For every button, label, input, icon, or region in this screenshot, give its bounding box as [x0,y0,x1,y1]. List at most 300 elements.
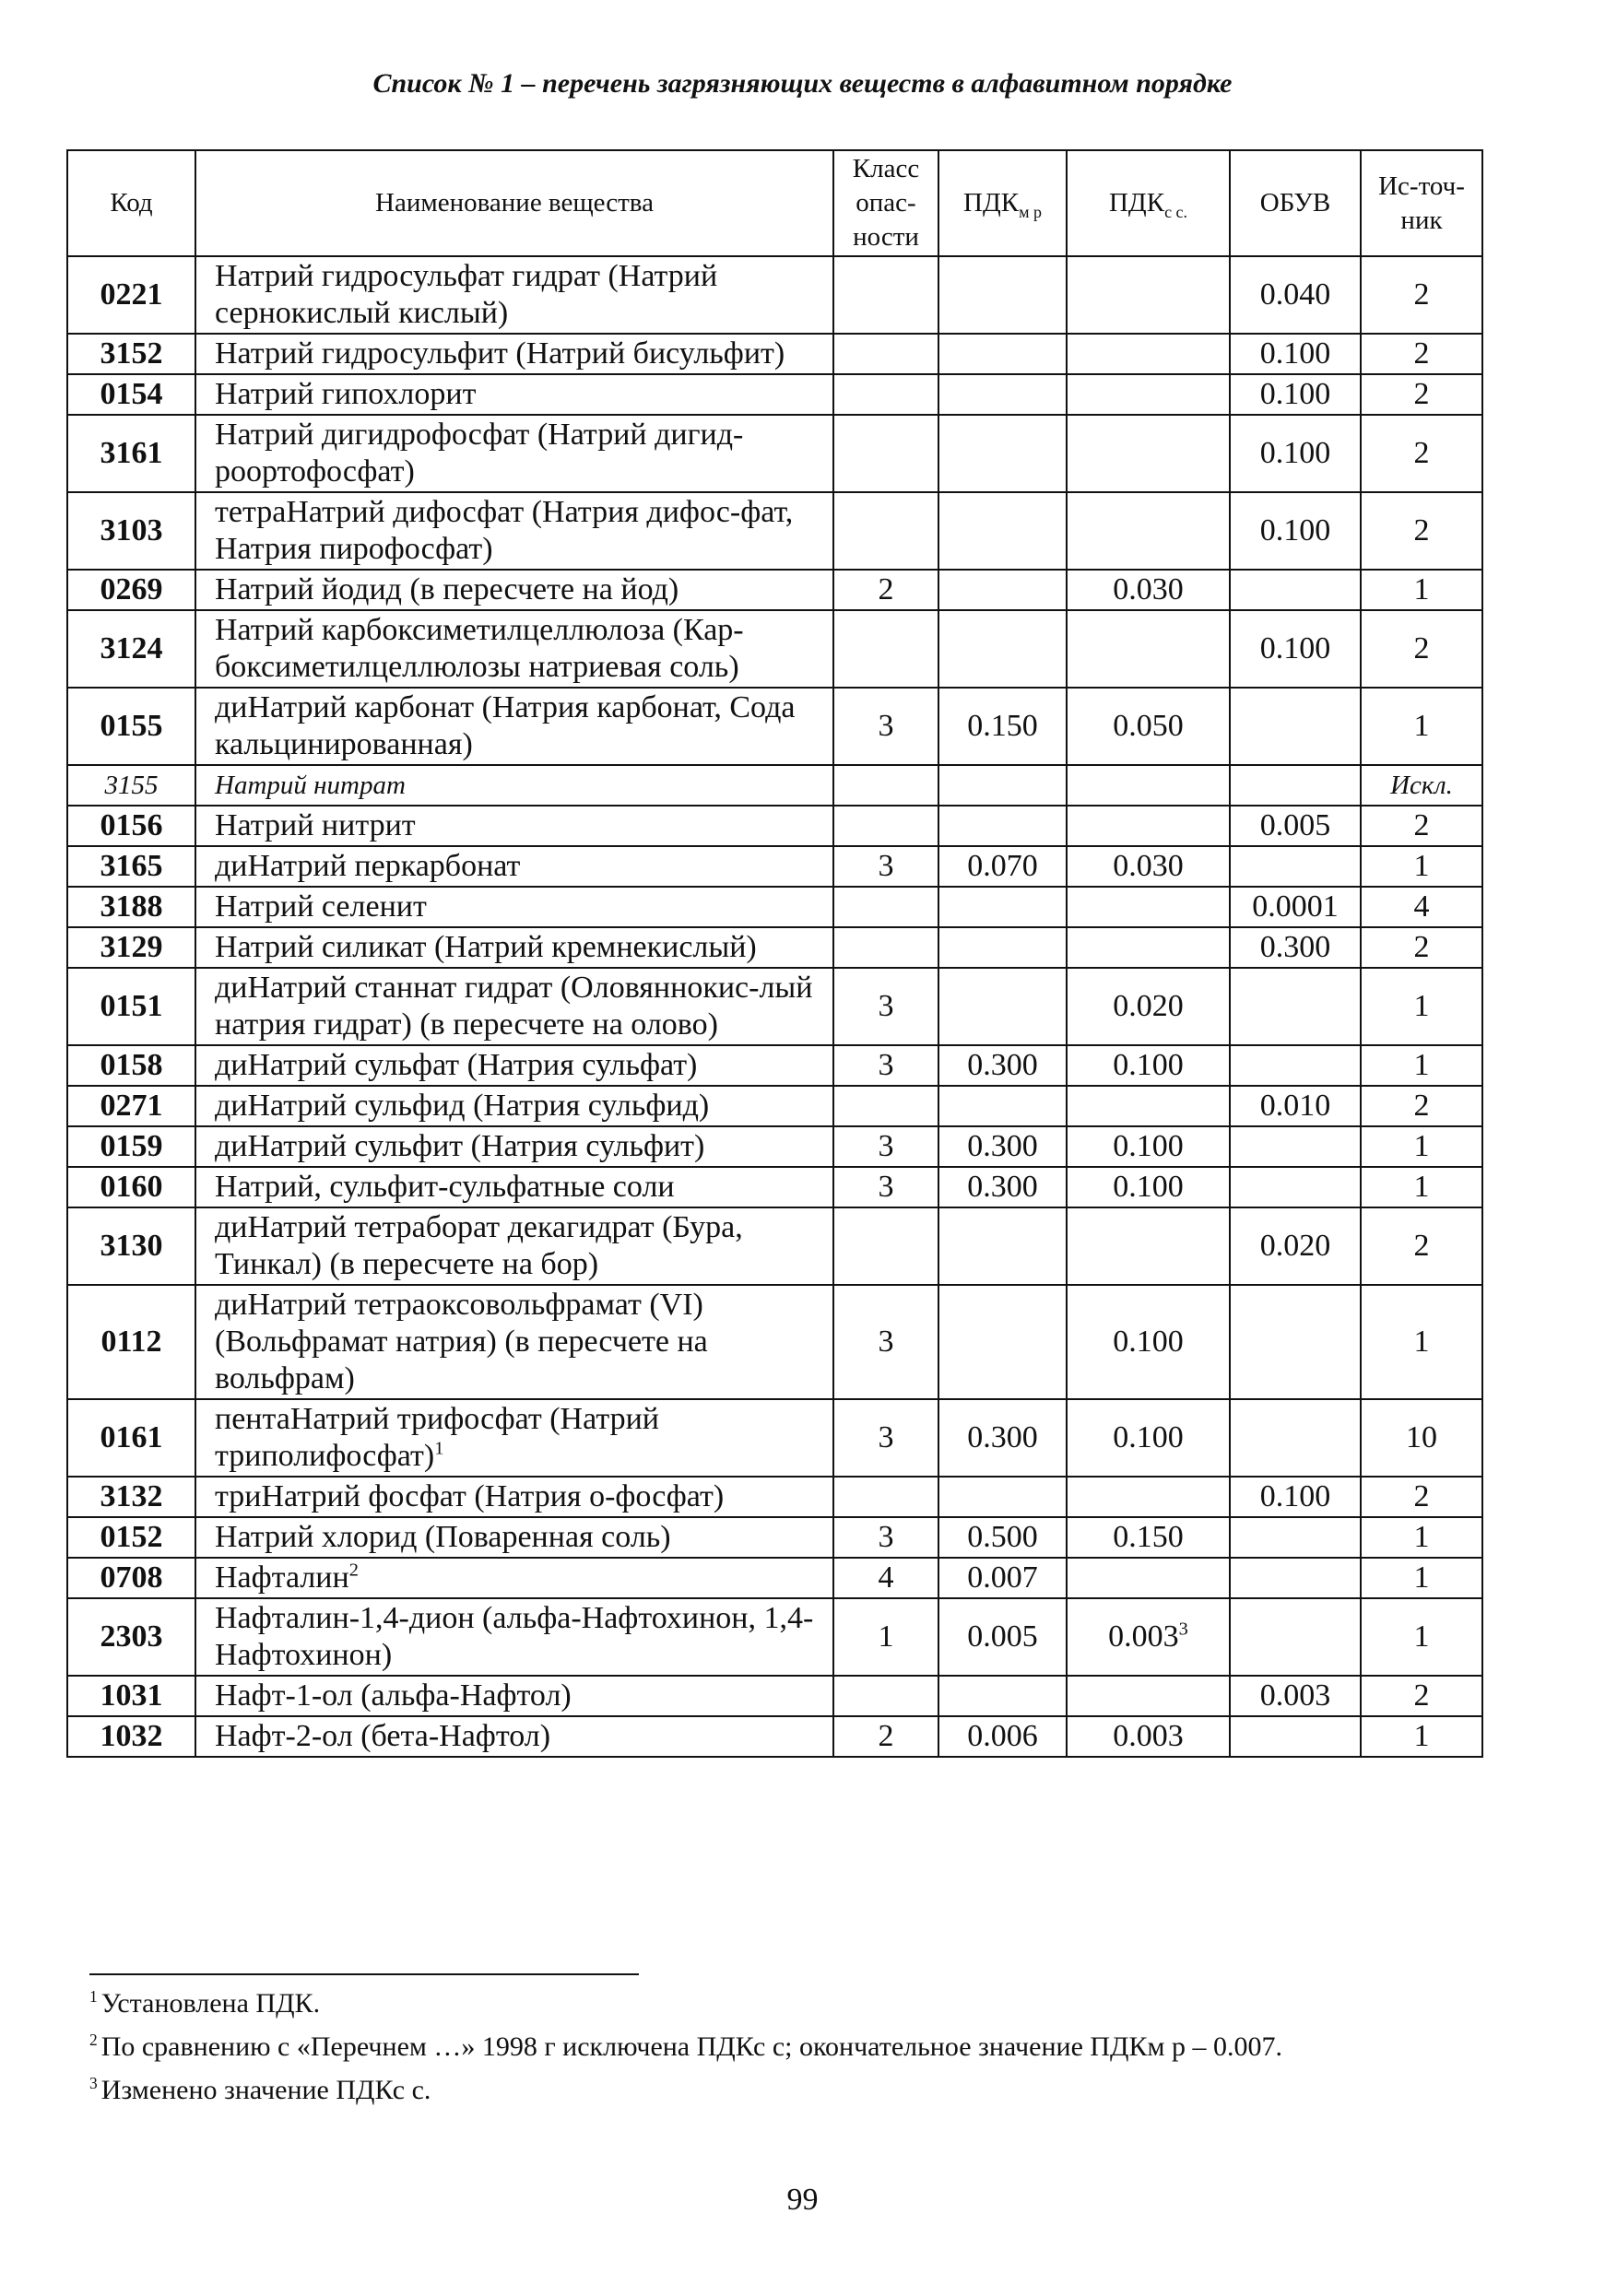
cell-name [195,374,833,415]
cell-hazard-class [833,1399,938,1477]
cell-pdk-mr-text: 0.070 [967,849,1038,883]
cell-pdk-mr [938,374,1067,415]
cell-obuv [1230,806,1361,846]
cell-code [67,1045,195,1086]
cell-pdk-ss [1067,256,1230,334]
cell-name [195,1126,833,1167]
header-pdk-ss [1067,150,1230,256]
cell-hazard-class [833,1716,938,1757]
cell-source [1361,1676,1482,1716]
cell-pdk-mr [938,806,1067,846]
cell-pdk-mr [938,1207,1067,1285]
cell-hazard-class [833,1167,938,1207]
cell-name [195,1399,833,1477]
cell-pdk-ss [1067,1207,1230,1285]
table-row [67,492,1482,570]
cell-name [195,1598,833,1676]
cell-source [1361,1477,1482,1517]
cell-code [67,1126,195,1167]
cell-obuv [1230,927,1361,968]
cell-pdk-ss-text: 0.003 [1113,1719,1184,1753]
cell-code [67,1167,195,1207]
cell-pdk-mr [938,1477,1067,1517]
cell-pdk-ss [1067,1167,1230,1207]
footnote-mark: 1 [89,1987,98,2006]
cell-code [67,374,195,415]
cell-obuv [1230,1045,1361,1086]
table-row [67,1676,1482,1716]
cell-obuv [1230,1477,1361,1517]
cell-source-text: 1 [1413,849,1430,883]
cell-hazard-class [833,610,938,688]
cell-hazard-class [833,887,938,927]
cell-source-text: 1 [1413,572,1430,606]
header-pdk-ss-sub: с с. [1164,202,1187,221]
cell-hazard-class [833,927,938,968]
cell-pdk-ss-text: 0.020 [1113,989,1184,1023]
cell-name-text: Натрий хлорид (Поваренная соль) [215,1520,671,1554]
cell-pdk-ss [1067,968,1230,1045]
table-row [67,1399,1482,1477]
cell-source-text: 1 [1413,1719,1430,1753]
cell-source-text: 2 [1413,1089,1430,1123]
cell-hazard-class [833,806,938,846]
cell-source-text: 2 [1413,631,1430,665]
cell-hazard-class [833,1285,938,1399]
cell-hazard-class-text: 3 [878,1325,894,1359]
cell-code [67,1598,195,1676]
cell-obuv [1230,765,1361,806]
cell-source [1361,846,1482,887]
cell-code-text: 0112 [100,1325,162,1359]
cell-pdk-mr [938,256,1067,334]
cell-pdk-ss-text: 0.003 [1108,1619,1179,1654]
cell-code-text: 3165 [100,849,163,883]
cell-source [1361,1399,1482,1477]
cell-source [1361,415,1482,492]
cell-pdk-mr [938,1558,1067,1598]
cell-hazard-class [833,1598,938,1676]
cell-source-text: 2 [1413,336,1430,371]
cell-name [195,846,833,887]
cell-pdk-mr-text: 0.150 [967,709,1038,743]
cell-hazard-class-text: 3 [878,709,894,743]
cell-pdk-ss [1067,1086,1230,1126]
cell-source-text: 2 [1413,513,1430,548]
cell-hazard-class-text: 3 [878,1420,894,1454]
cell-source [1361,492,1482,570]
cell-pdk-mr-text: 0.300 [967,1170,1038,1204]
cell-pdk-ss [1067,570,1230,610]
cell-source [1361,765,1482,806]
cell-name [195,1558,833,1598]
table-row [67,610,1482,688]
cell-obuv [1230,415,1361,492]
cell-obuv-text: 0.100 [1259,631,1331,665]
cell-pdk-mr [938,570,1067,610]
cell-pdk-ss [1067,927,1230,968]
table-row [67,334,1482,374]
cell-hazard-class-text: 3 [878,1520,894,1554]
cell-name-text: Натрий гипохлорит [215,377,477,411]
cell-pdk-mr [938,415,1067,492]
cell-code [67,927,195,968]
cell-name [195,610,833,688]
cell-pdk-ss-text: 0.100 [1113,1420,1184,1454]
cell-source-text: 2 [1413,808,1430,842]
cell-hazard-class [833,1045,938,1086]
cell-name-text: тетраНатрий дифосфат (Натрия дифос-фат, Натрия пирофосфат) [215,495,794,566]
cell-name-text: диНатрий сульфат (Натрия сульфат) [215,1048,698,1082]
cell-source-text: 1 [1413,1129,1430,1163]
table-row [67,1086,1482,1126]
cell-name-text: диНатрий тетраоксовольфрамат (VI) (Вольфрамат натрия) (в пересчете на вольфрам) [215,1288,708,1395]
cell-pdk-ss-text: 0.100 [1113,1129,1184,1163]
cell-obuv-text: 0.005 [1259,808,1331,842]
cell-hazard-class [833,256,938,334]
cell-pdk-ss [1067,415,1230,492]
cell-pdk-ss [1067,1517,1230,1558]
header-name: Наименование вещества [195,150,833,256]
header-hazard-class: Класс опас-ности [833,150,938,256]
cell-code-text: 3152 [100,336,163,371]
cell-obuv [1230,846,1361,887]
cell-hazard-class-text: 3 [878,989,894,1023]
cell-code-text: 0159 [100,1129,163,1163]
cell-source-text: 1 [1413,989,1430,1023]
cell-code-text: 3124 [100,631,163,665]
cell-source [1361,688,1482,765]
cell-name [195,806,833,846]
cell-pdk-ss [1067,1598,1230,1676]
cell-obuv [1230,688,1361,765]
cell-source-text: 1 [1413,1048,1430,1082]
cell-source-text: 2 [1413,930,1430,964]
cell-code [67,1477,195,1517]
footnote-ref: 2 [348,1560,359,1581]
footnote-text: Изменено значение ПДКс с. [100,2075,431,2105]
cell-source [1361,887,1482,927]
cell-name [195,1086,833,1126]
cell-source-text: 10 [1406,1420,1437,1454]
cell-pdk-ss [1067,1558,1230,1598]
header-pdk-ss-base: ПДК [1108,188,1165,218]
cell-source [1361,334,1482,374]
cell-pdk-ss-text: 0.100 [1113,1170,1184,1204]
cell-obuv [1230,887,1361,927]
cell-source-text: 2 [1413,1479,1430,1513]
cell-source [1361,570,1482,610]
cell-code [67,415,195,492]
cell-source [1361,1045,1482,1086]
cell-pdk-ss-text: 0.030 [1113,849,1184,883]
cell-name [195,334,833,374]
cell-obuv [1230,1676,1361,1716]
table-header-row [67,150,1482,256]
cell-obuv [1230,1716,1361,1757]
cell-code-text: 0271 [100,1089,163,1123]
cell-name [195,492,833,570]
cell-name-text: Натрий селенит [215,889,427,924]
cell-hazard-class-text: 3 [878,1048,894,1082]
cell-pdk-ss [1067,1285,1230,1399]
cell-source [1361,610,1482,688]
cell-obuv [1230,1167,1361,1207]
cell-source-text: 1 [1413,1170,1430,1204]
page-number: 99 [786,2183,819,2217]
cell-name-text: диНатрий тетраборат декагидрат (Бура, Тинкал) (в пересчете на бор) [215,1210,743,1281]
table-row [67,1477,1482,1517]
table-row [67,415,1482,492]
cell-code [67,570,195,610]
footnote-mark: 3 [89,2074,98,2092]
cell-pdk-ss [1067,334,1230,374]
cell-obuv-text: 0.040 [1259,277,1331,312]
cell-obuv [1230,1126,1361,1167]
cell-name-text: диНатрий станнат гидрат (Оловяннокис-лый натрия гидрат) (в пересчете на олово) [215,971,813,1042]
cell-source [1361,806,1482,846]
cell-pdk-mr [938,1716,1067,1757]
cell-hazard-class-text: 2 [878,572,894,606]
cell-name [195,1676,833,1716]
header-source: Ис-точ-ник [1361,150,1482,256]
cell-pdk-mr [938,1676,1067,1716]
cell-hazard-class [833,688,938,765]
cell-code [67,492,195,570]
cell-name [195,1285,833,1399]
table-row [67,1558,1482,1598]
table-row [67,968,1482,1045]
cell-code-text: 3129 [100,930,163,964]
footnote-divider [89,1973,639,1975]
table-body [67,256,1482,1757]
cell-pdk-mr-text: 0.005 [967,1619,1038,1654]
cell-code [67,1716,195,1757]
cell-pdk-mr-text: 0.300 [967,1048,1038,1082]
footnote-text: Установлена ПДК. [100,1988,321,2019]
cell-name-text: Натрий гидросульфат гидрат (Натрий сернокислый кислый) [215,259,718,330]
cell-pdk-mr [938,688,1067,765]
cell-code-text: 0160 [100,1170,163,1204]
cell-source-text: 2 [1413,277,1430,312]
header-code: Код [67,150,195,256]
cell-name [195,1207,833,1285]
footnotes [89,1982,1472,2112]
cell-obuv-text: 0.0001 [1252,889,1339,924]
cell-pdk-mr [938,492,1067,570]
cell-code-text: 3103 [100,513,163,548]
footnote [89,2025,1472,2068]
cell-hazard-class [833,1126,938,1167]
cell-code [67,1285,195,1399]
cell-name [195,415,833,492]
cell-pdk-mr-text: 0.006 [967,1719,1038,1753]
cell-pdk-ss [1067,887,1230,927]
cell-code [67,1207,195,1285]
table-row [67,1716,1482,1757]
cell-hazard-class [833,334,938,374]
page-title: Список № 1 – перечень загрязняющих веществ в алфавитном порядке [372,68,1233,99]
cell-source [1361,968,1482,1045]
cell-name [195,887,833,927]
table-row [67,1045,1482,1086]
footnote [89,2068,1472,2112]
cell-obuv [1230,1207,1361,1285]
cell-obuv [1230,1517,1361,1558]
cell-name [195,688,833,765]
cell-obuv-text: 0.300 [1259,930,1331,964]
cell-hazard-class [833,492,938,570]
cell-obuv-text: 0.020 [1259,1229,1331,1263]
cell-code-text: 0155 [100,709,163,743]
header-obuv: ОБУВ [1230,150,1361,256]
cell-code-text: 2303 [100,1619,163,1654]
cell-code-text: 1032 [100,1719,163,1753]
cell-code [67,256,195,334]
cell-source [1361,256,1482,334]
cell-code [67,1676,195,1716]
table-row [67,927,1482,968]
table-row [67,688,1482,765]
cell-obuv-text: 0.100 [1259,513,1331,548]
cell-code-text: 0708 [100,1560,163,1595]
cell-name-text: Натрий силикат (Натрий кремнекислый) [215,930,757,964]
cell-name-text: пентаНатрий трифосфат (Натрий триполифосфат) [215,1402,659,1473]
cell-name [195,1716,833,1757]
cell-hazard-class [833,1477,938,1517]
cell-obuv [1230,374,1361,415]
cell-name-text: Натрий нитрат [215,771,406,800]
cell-name-text: диНатрий перкарбонат [215,849,521,883]
cell-source [1361,1285,1482,1399]
cell-name-text: Натрий карбоксиметилцеллюлоза (Кар-боксиметилцеллюлозы натриевая соль) [215,613,744,684]
cell-name [195,765,833,806]
cell-code-text: 1031 [100,1678,163,1713]
cell-code-text: 0154 [100,377,163,411]
cell-pdk-mr [938,927,1067,968]
table-row [67,374,1482,415]
cell-code [67,887,195,927]
cell-code-text: 0221 [100,277,163,312]
cell-pdk-ss [1067,610,1230,688]
cell-hazard-class-text: 1 [878,1619,894,1654]
table-row [67,570,1482,610]
cell-obuv-text: 0.100 [1259,377,1331,411]
table-row [67,1285,1482,1399]
cell-code [67,1517,195,1558]
cell-obuv [1230,334,1361,374]
cell-obuv [1230,1285,1361,1399]
cell-source [1361,1126,1482,1167]
cell-pdk-ss [1067,1045,1230,1086]
cell-pdk-mr [938,1598,1067,1676]
cell-obuv [1230,1598,1361,1676]
footnote-mark: 2 [89,2031,98,2049]
cell-source-text: 1 [1413,1619,1430,1654]
cell-code-text: 0151 [100,989,163,1023]
header-pdk-mr-sub: м р [1019,202,1042,221]
cell-name [195,256,833,334]
cell-source-text: 1 [1413,1560,1430,1595]
cell-hazard-class-text: 3 [878,1129,894,1163]
cell-code [67,1558,195,1598]
cell-pdk-ss [1067,1399,1230,1477]
cell-obuv [1230,1558,1361,1598]
cell-source-text: 4 [1413,889,1430,924]
cell-hazard-class [833,846,938,887]
cell-code-text: 3161 [100,436,163,470]
table-row [67,806,1482,846]
cell-name-text: диНатрий сульфит (Натрия сульфит) [215,1129,705,1163]
cell-pdk-mr [938,765,1067,806]
cell-pdk-ss [1067,1126,1230,1167]
cell-name-text: Нафталин-1,4-дион (альфа-Нафтохинон, 1,4-Нафтохинон) [215,1601,814,1672]
cell-hazard-class [833,1517,938,1558]
cell-source-text: 2 [1413,1678,1430,1713]
cell-obuv [1230,968,1361,1045]
cell-name-text: диНатрий сульфид (Натрия сульфид) [215,1089,710,1123]
cell-name-text: Нафт-2-ол (бета-Нафтол) [215,1719,551,1753]
cell-code [67,688,195,765]
footnote-ref: 3 [1178,1619,1188,1640]
cell-hazard-class [833,1207,938,1285]
cell-pdk-ss [1067,1716,1230,1757]
cell-source-text: 2 [1413,1229,1430,1263]
cell-name [195,968,833,1045]
cell-hazard-class [833,1558,938,1598]
table-row [67,1517,1482,1558]
cell-pdk-mr [938,1285,1067,1399]
cell-pdk-mr [938,968,1067,1045]
cell-code [67,765,195,806]
cell-code-text: 0158 [100,1048,163,1082]
cell-source [1361,927,1482,968]
footnote-ref: 1 [434,1438,444,1459]
cell-obuv-text: 0.100 [1259,336,1331,371]
cell-pdk-mr-text: 0.300 [967,1420,1038,1454]
cell-code [67,1086,195,1126]
cell-obuv [1230,570,1361,610]
cell-source [1361,1167,1482,1207]
cell-pdk-ss-text: 0.030 [1113,572,1184,606]
cell-source-text: Искл. [1390,771,1453,800]
table-row [67,765,1482,806]
cell-obuv-text: 0.010 [1259,1089,1331,1123]
cell-code [67,610,195,688]
cell-pdk-mr [938,610,1067,688]
cell-code-text: 0269 [100,572,163,606]
cell-hazard-class [833,570,938,610]
cell-code-text: 0156 [100,808,163,842]
cell-code-text: 3188 [100,889,163,924]
cell-name [195,1045,833,1086]
header-pdk-mr [938,150,1067,256]
footnote-text: По сравнению с «Перечнем …» 1998 г исключена ПДКс с; окончательное значение ПДКм р – 0.007. [100,2031,1283,2062]
cell-obuv-text: 0.100 [1259,1479,1331,1513]
cell-code [67,806,195,846]
cell-obuv-text: 0.100 [1259,436,1331,470]
cell-source-text: 1 [1413,1520,1430,1554]
cell-source [1361,1716,1482,1757]
table-row [67,846,1482,887]
table-row [67,1167,1482,1207]
cell-pdk-ss-text: 0.100 [1113,1325,1184,1359]
header-pdk-mr-base: ПДК [963,188,1020,218]
cell-source [1361,1558,1482,1598]
cell-pdk-mr [938,846,1067,887]
cell-hazard-class-text: 4 [878,1560,894,1595]
cell-name-text: триНатрий фосфат (Натрия о-фосфат) [215,1479,725,1513]
